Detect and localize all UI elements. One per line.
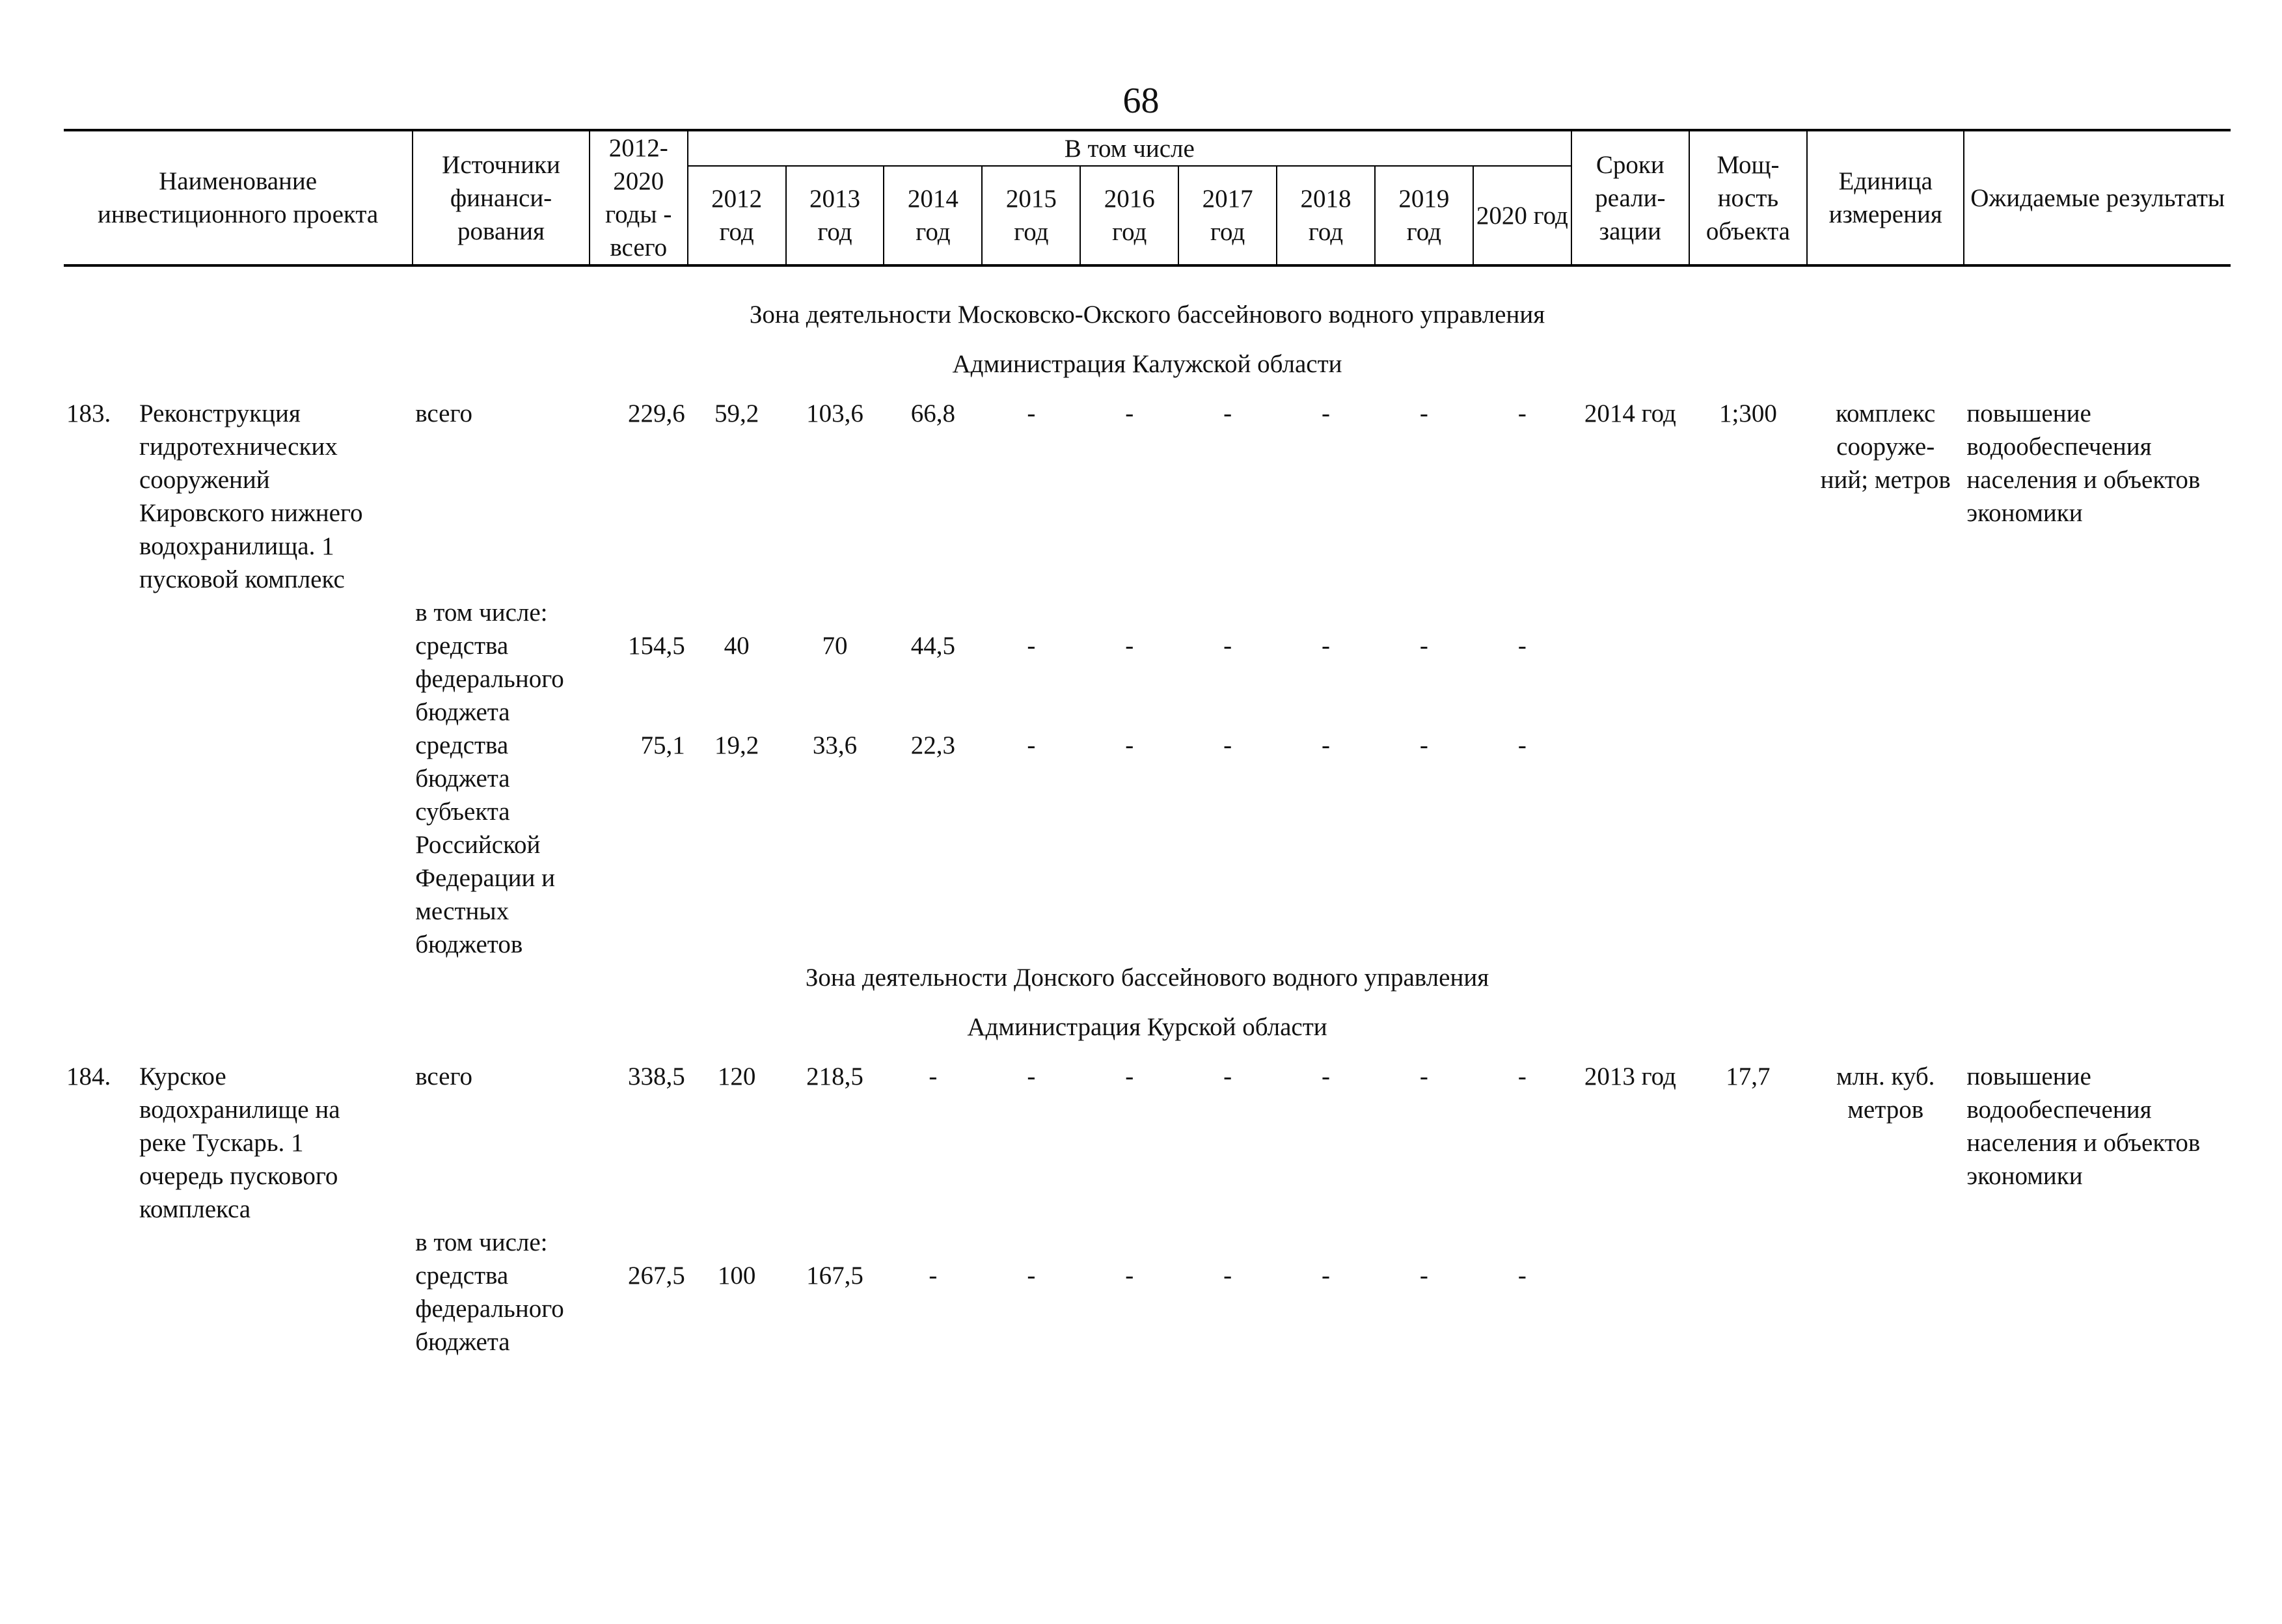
table-header bbox=[64, 130, 2231, 265]
year-value: 40 bbox=[724, 632, 750, 660]
total-value: 338,5 bbox=[627, 1062, 685, 1090]
header-year: 2020 год bbox=[1473, 166, 1571, 265]
source: всего bbox=[415, 399, 473, 427]
year-value: - bbox=[1419, 731, 1428, 759]
header-results: Ожидаемые результаты bbox=[1964, 130, 2231, 265]
including-label: в том числе: bbox=[415, 1228, 548, 1256]
year-value: - bbox=[1223, 731, 1232, 759]
year-value: - bbox=[1125, 731, 1134, 759]
year-value: - bbox=[1321, 1062, 1330, 1090]
year-value: 218,5 bbox=[806, 1062, 863, 1090]
year-value: - bbox=[1321, 731, 1330, 759]
header-year: 2013 год bbox=[786, 166, 884, 265]
year-value: - bbox=[1321, 632, 1330, 660]
total-value: 267,5 bbox=[627, 1262, 685, 1290]
including-label: в том числе: bbox=[415, 599, 548, 627]
year-value: - bbox=[1321, 399, 1330, 427]
header-year: 2017 год bbox=[1178, 166, 1277, 265]
source: средства федерального бюджета bbox=[415, 632, 564, 726]
header-total: 2012- 2020 годы - всего bbox=[590, 130, 688, 265]
year-value: - bbox=[1125, 632, 1134, 660]
admin-title: Администрация Калужской области bbox=[952, 350, 1342, 378]
results: повышение водообеспечения населения и объектов экономики bbox=[1966, 1062, 2201, 1190]
source: всего bbox=[415, 1062, 473, 1090]
year-value: - bbox=[1517, 1062, 1527, 1090]
year-value: - bbox=[1027, 1262, 1036, 1290]
year-value: - bbox=[1223, 399, 1232, 427]
header-unit: Единица измерения bbox=[1807, 130, 1964, 265]
source: средства бюджета субъекта Российской Федерации и местных бюджетов bbox=[415, 731, 556, 958]
project-number: 183. bbox=[66, 399, 111, 427]
year-value: 19,2 bbox=[714, 731, 759, 759]
project-row bbox=[64, 397, 2231, 596]
year-value: 70 bbox=[822, 632, 848, 660]
project-row bbox=[64, 1060, 2231, 1226]
results: повышение водообеспечения населения и объектов экономики bbox=[1966, 399, 2201, 527]
term: 2014 год bbox=[1584, 399, 1676, 427]
year-value: 100 bbox=[717, 1262, 756, 1290]
year-value: - bbox=[1027, 1062, 1036, 1090]
header-capacity: Мощ- ность объекта bbox=[1689, 130, 1807, 265]
project-name-cell bbox=[64, 397, 413, 596]
total-value: 154,5 bbox=[627, 632, 685, 660]
capacity: 1;300 bbox=[1719, 399, 1777, 427]
header-name: Наименование инвестиционного проекта bbox=[64, 130, 413, 265]
header-year: 2012 год bbox=[688, 166, 786, 265]
year-value: 33,6 bbox=[812, 731, 858, 759]
subrow bbox=[64, 629, 2231, 729]
year-value: 44,5 bbox=[910, 632, 956, 660]
year-value: - bbox=[1125, 1062, 1134, 1090]
unit: комплекс сооруже- ний; метров bbox=[1820, 399, 1951, 494]
admin-title: Администрация Курской области bbox=[967, 1013, 1327, 1041]
year-value: - bbox=[929, 1262, 938, 1290]
zone-title: Зона деятельности Московско-Окского бассейнового водного управления bbox=[749, 301, 1545, 329]
year-value: - bbox=[1419, 1262, 1428, 1290]
year-value: - bbox=[1223, 632, 1232, 660]
subrow bbox=[64, 729, 2231, 961]
investment-table bbox=[64, 129, 2231, 1359]
header-year: 2019 год bbox=[1375, 166, 1473, 265]
capacity: 17,7 bbox=[1726, 1062, 1771, 1090]
year-value: - bbox=[1125, 1262, 1134, 1290]
header-year: 2018 год bbox=[1277, 166, 1375, 265]
subrow bbox=[64, 1259, 2231, 1359]
year-value: - bbox=[1125, 399, 1134, 427]
year-value: - bbox=[1321, 1262, 1330, 1290]
year-value: 120 bbox=[717, 1062, 756, 1090]
header-including: В том числе bbox=[688, 130, 1571, 166]
project-name: Курское водохранилище на реке Тускарь. 1 очередь пускового комплекса bbox=[139, 1062, 340, 1223]
year-value: - bbox=[1419, 399, 1428, 427]
project-name-cell bbox=[64, 1060, 413, 1226]
year-value: - bbox=[1517, 1262, 1527, 1290]
year-value: - bbox=[1027, 632, 1036, 660]
year-value: - bbox=[1517, 731, 1527, 759]
year-value: 167,5 bbox=[806, 1262, 863, 1290]
year-value: 66,8 bbox=[910, 399, 956, 427]
year-value: 103,6 bbox=[806, 399, 863, 427]
project-number: 184. bbox=[66, 1062, 111, 1090]
year-value: - bbox=[1223, 1062, 1232, 1090]
header-term: Сроки реали- зации bbox=[1571, 130, 1689, 265]
term: 2013 год bbox=[1584, 1062, 1676, 1090]
year-value: - bbox=[1419, 1062, 1428, 1090]
total-value: 229,6 bbox=[627, 399, 685, 427]
year-value: - bbox=[929, 1062, 938, 1090]
project-name: Реконструкция гидротехнических сооружений Кировского нижнего водохранилища. 1 пусковой комплекс bbox=[139, 399, 363, 593]
header-year: 2015 год bbox=[982, 166, 1080, 265]
year-value: - bbox=[1517, 399, 1527, 427]
year-value: - bbox=[1027, 731, 1036, 759]
year-value: - bbox=[1223, 1262, 1232, 1290]
zone-title: Зона деятельности Донского бассейнового водного управления bbox=[805, 964, 1489, 992]
unit: млн. куб. метров bbox=[1836, 1062, 1935, 1124]
source: средства федерального бюджета bbox=[415, 1262, 564, 1356]
total-value: 75,1 bbox=[640, 731, 685, 759]
header-source: Источники финанси- рования bbox=[413, 130, 590, 265]
header-year: 2016 год bbox=[1080, 166, 1178, 265]
year-value: - bbox=[1517, 632, 1527, 660]
header-year: 2014 год bbox=[884, 166, 982, 265]
year-value: - bbox=[1419, 632, 1428, 660]
year-value: 22,3 bbox=[910, 731, 956, 759]
year-value: 59,2 bbox=[714, 399, 759, 427]
year-value: - bbox=[1027, 399, 1036, 427]
page-number: 68 bbox=[1122, 81, 1160, 121]
